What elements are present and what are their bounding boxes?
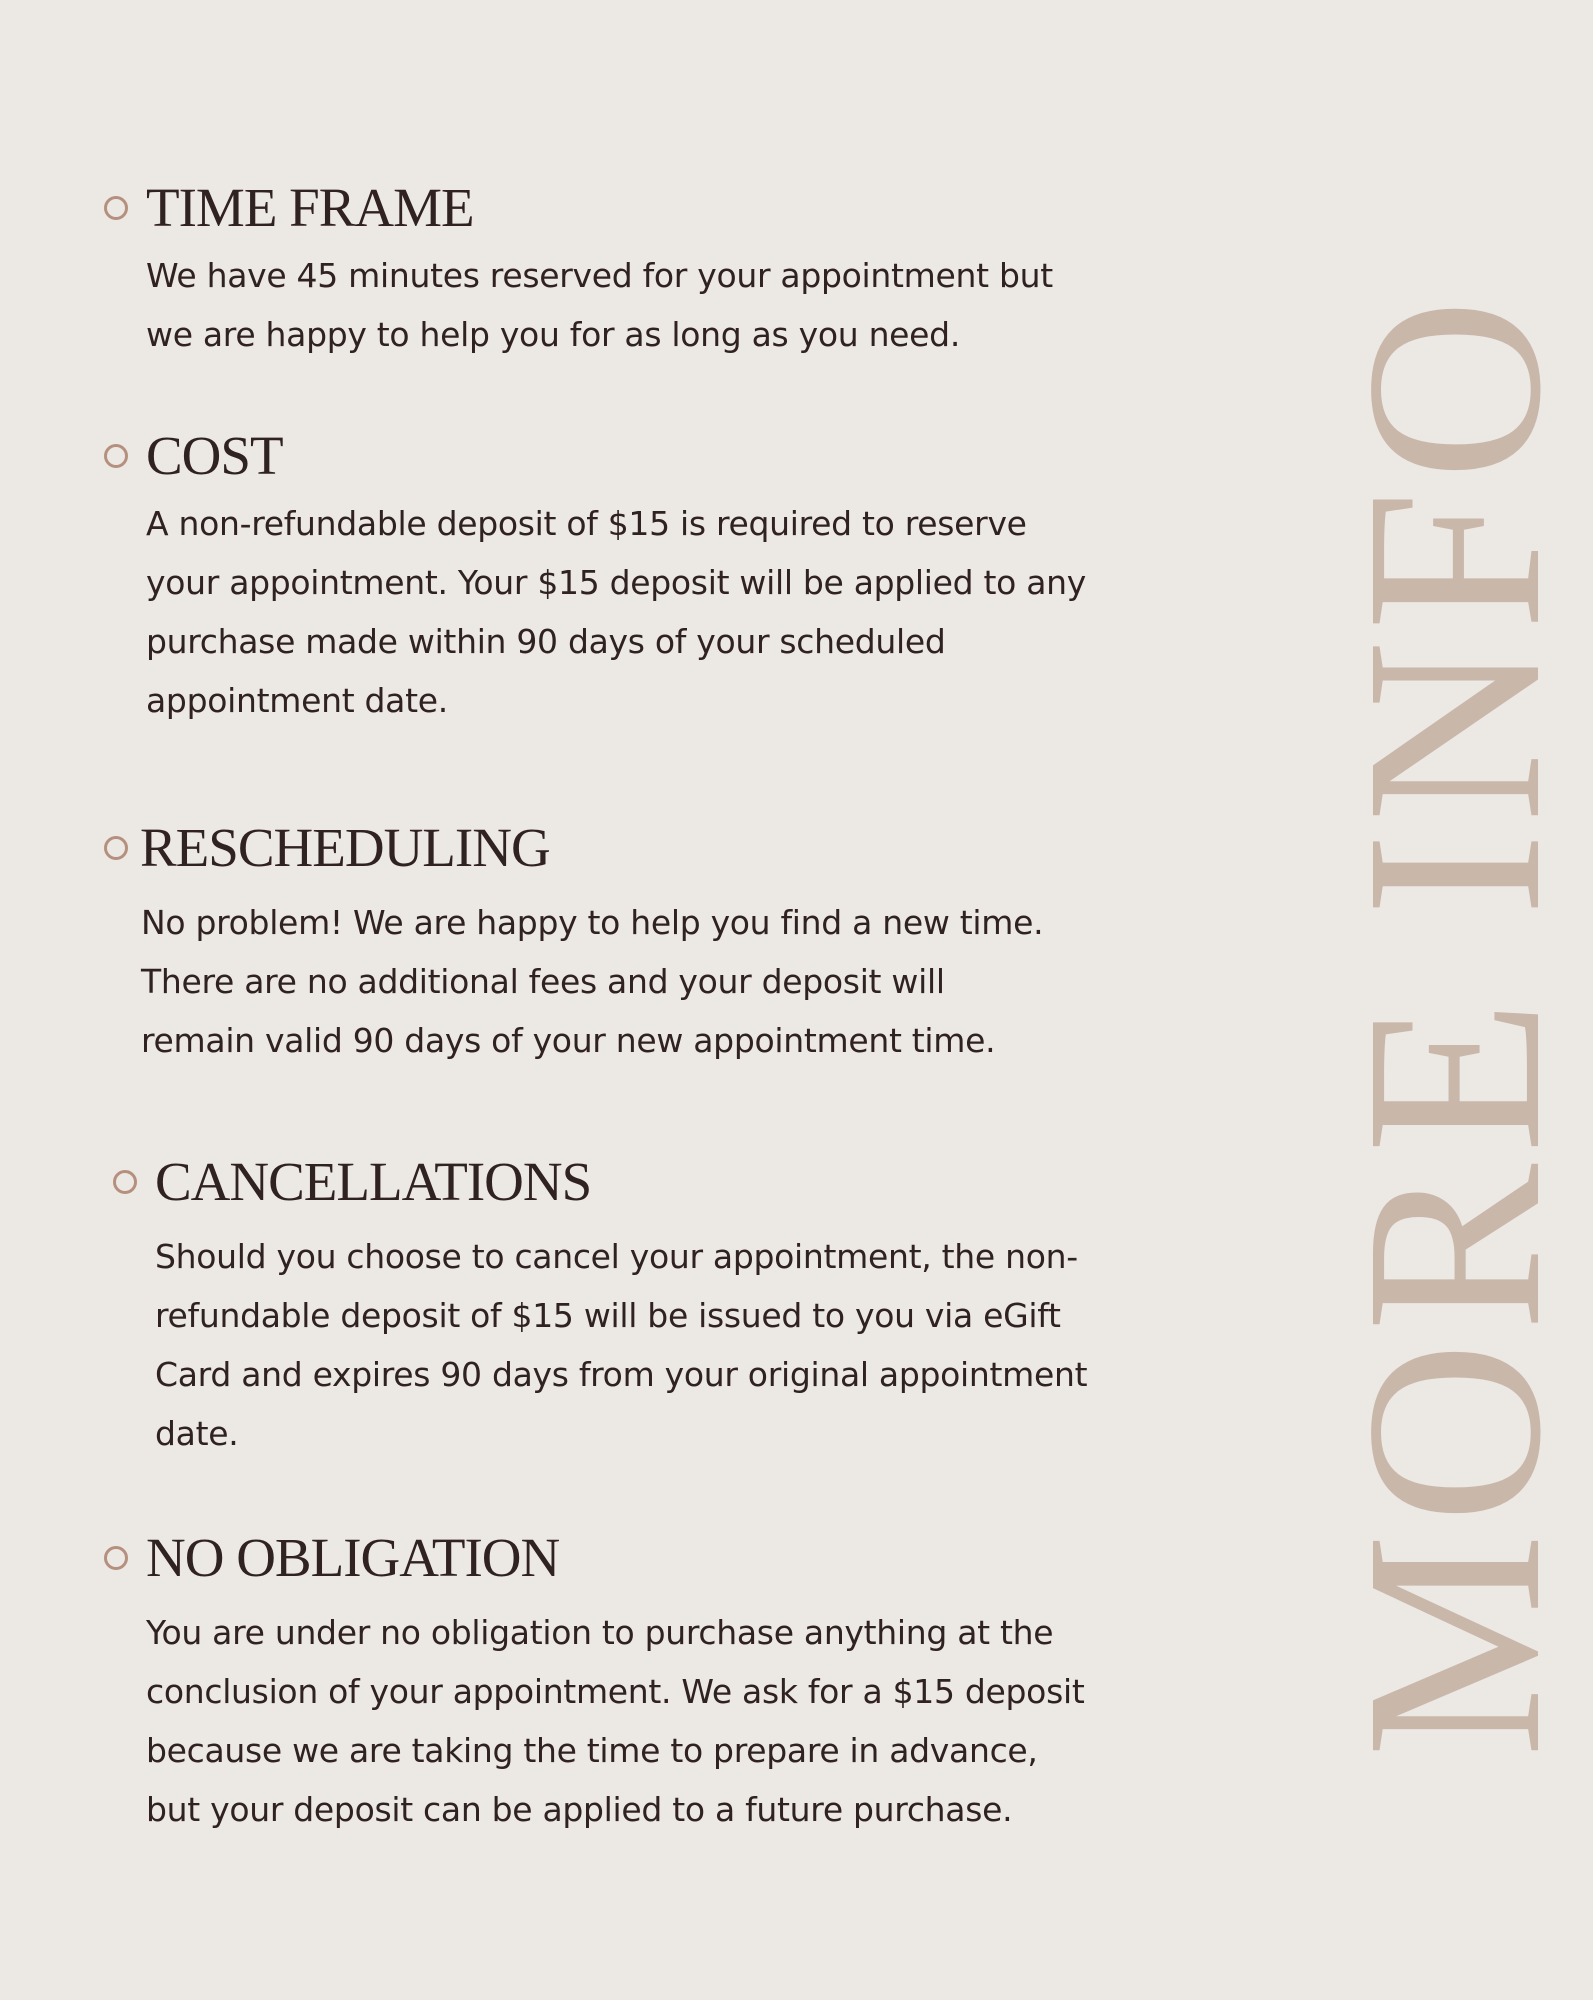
section-heading: COST <box>146 425 283 486</box>
side-title: MORE INFO <box>1313 288 1593 1758</box>
circle-bullet-icon <box>104 444 128 468</box>
section-heading-row <box>0 818 1120 878</box>
circle-bullet-icon <box>113 1170 137 1194</box>
body-line: A non-refundable deposit of $15 is required to reserve <box>146 504 1027 543</box>
section-heading-row <box>0 1152 1120 1212</box>
body-line: purchase made within 90 days of your scheduled <box>146 622 946 661</box>
body-line: You are under no obligation to purchase anything at the <box>146 1613 1054 1652</box>
body-line: your appointment. Your $15 deposit will be applied to any <box>146 563 1086 602</box>
section-heading-row <box>0 1528 1120 1588</box>
body-line: Card and expires 90 days from your original appointment <box>155 1355 1088 1394</box>
body-line: because we are taking the time to prepare in advance, <box>146 1731 1038 1770</box>
body-line: refundable deposit of $15 will be issued to you via eGift <box>155 1296 1061 1335</box>
section-heading: RESCHEDULING <box>140 817 550 878</box>
body-line: Should you choose to cancel your appointment, the non- <box>155 1237 1078 1276</box>
section-heading: CANCELLATIONS <box>155 1151 592 1212</box>
section-time-frame <box>0 177 1120 354</box>
body-line: we are happy to help you for as long as you need. <box>146 315 961 354</box>
body-line: remain valid 90 days of your new appointment time. <box>141 1021 996 1060</box>
section-heading: NO OBLIGATION <box>146 1527 560 1588</box>
body-line: date. <box>155 1414 239 1453</box>
section-body <box>141 893 1043 1070</box>
section-body <box>146 1603 1084 1839</box>
body-line: There are no additional fees and your deposit will <box>141 962 945 1001</box>
section-body <box>146 494 1086 730</box>
section-body <box>146 246 1053 364</box>
section-no-obligation <box>0 1527 1120 1829</box>
body-line: We have 45 minutes reserved for your appointment but <box>146 256 1053 295</box>
circle-bullet-icon <box>104 1546 128 1570</box>
circle-bullet-icon <box>104 836 128 860</box>
circle-bullet-icon <box>104 196 128 220</box>
body-line: but your deposit can be applied to a future purchase. <box>146 1790 1013 1829</box>
section-heading-row <box>0 178 1120 238</box>
body-line: conclusion of your appointment. We ask for a $15 deposit <box>146 1672 1085 1711</box>
section-cancellations <box>0 1151 1120 1453</box>
section-heading-row <box>0 426 1120 486</box>
section-body <box>155 1227 1087 1463</box>
section-heading: TIME FRAME <box>146 177 474 238</box>
section-rescheduling <box>0 817 1120 1060</box>
body-line: appointment date. <box>146 681 448 720</box>
body-line: No problem! We are happy to help you find a new time. <box>141 903 1044 942</box>
section-cost <box>0 425 1120 720</box>
